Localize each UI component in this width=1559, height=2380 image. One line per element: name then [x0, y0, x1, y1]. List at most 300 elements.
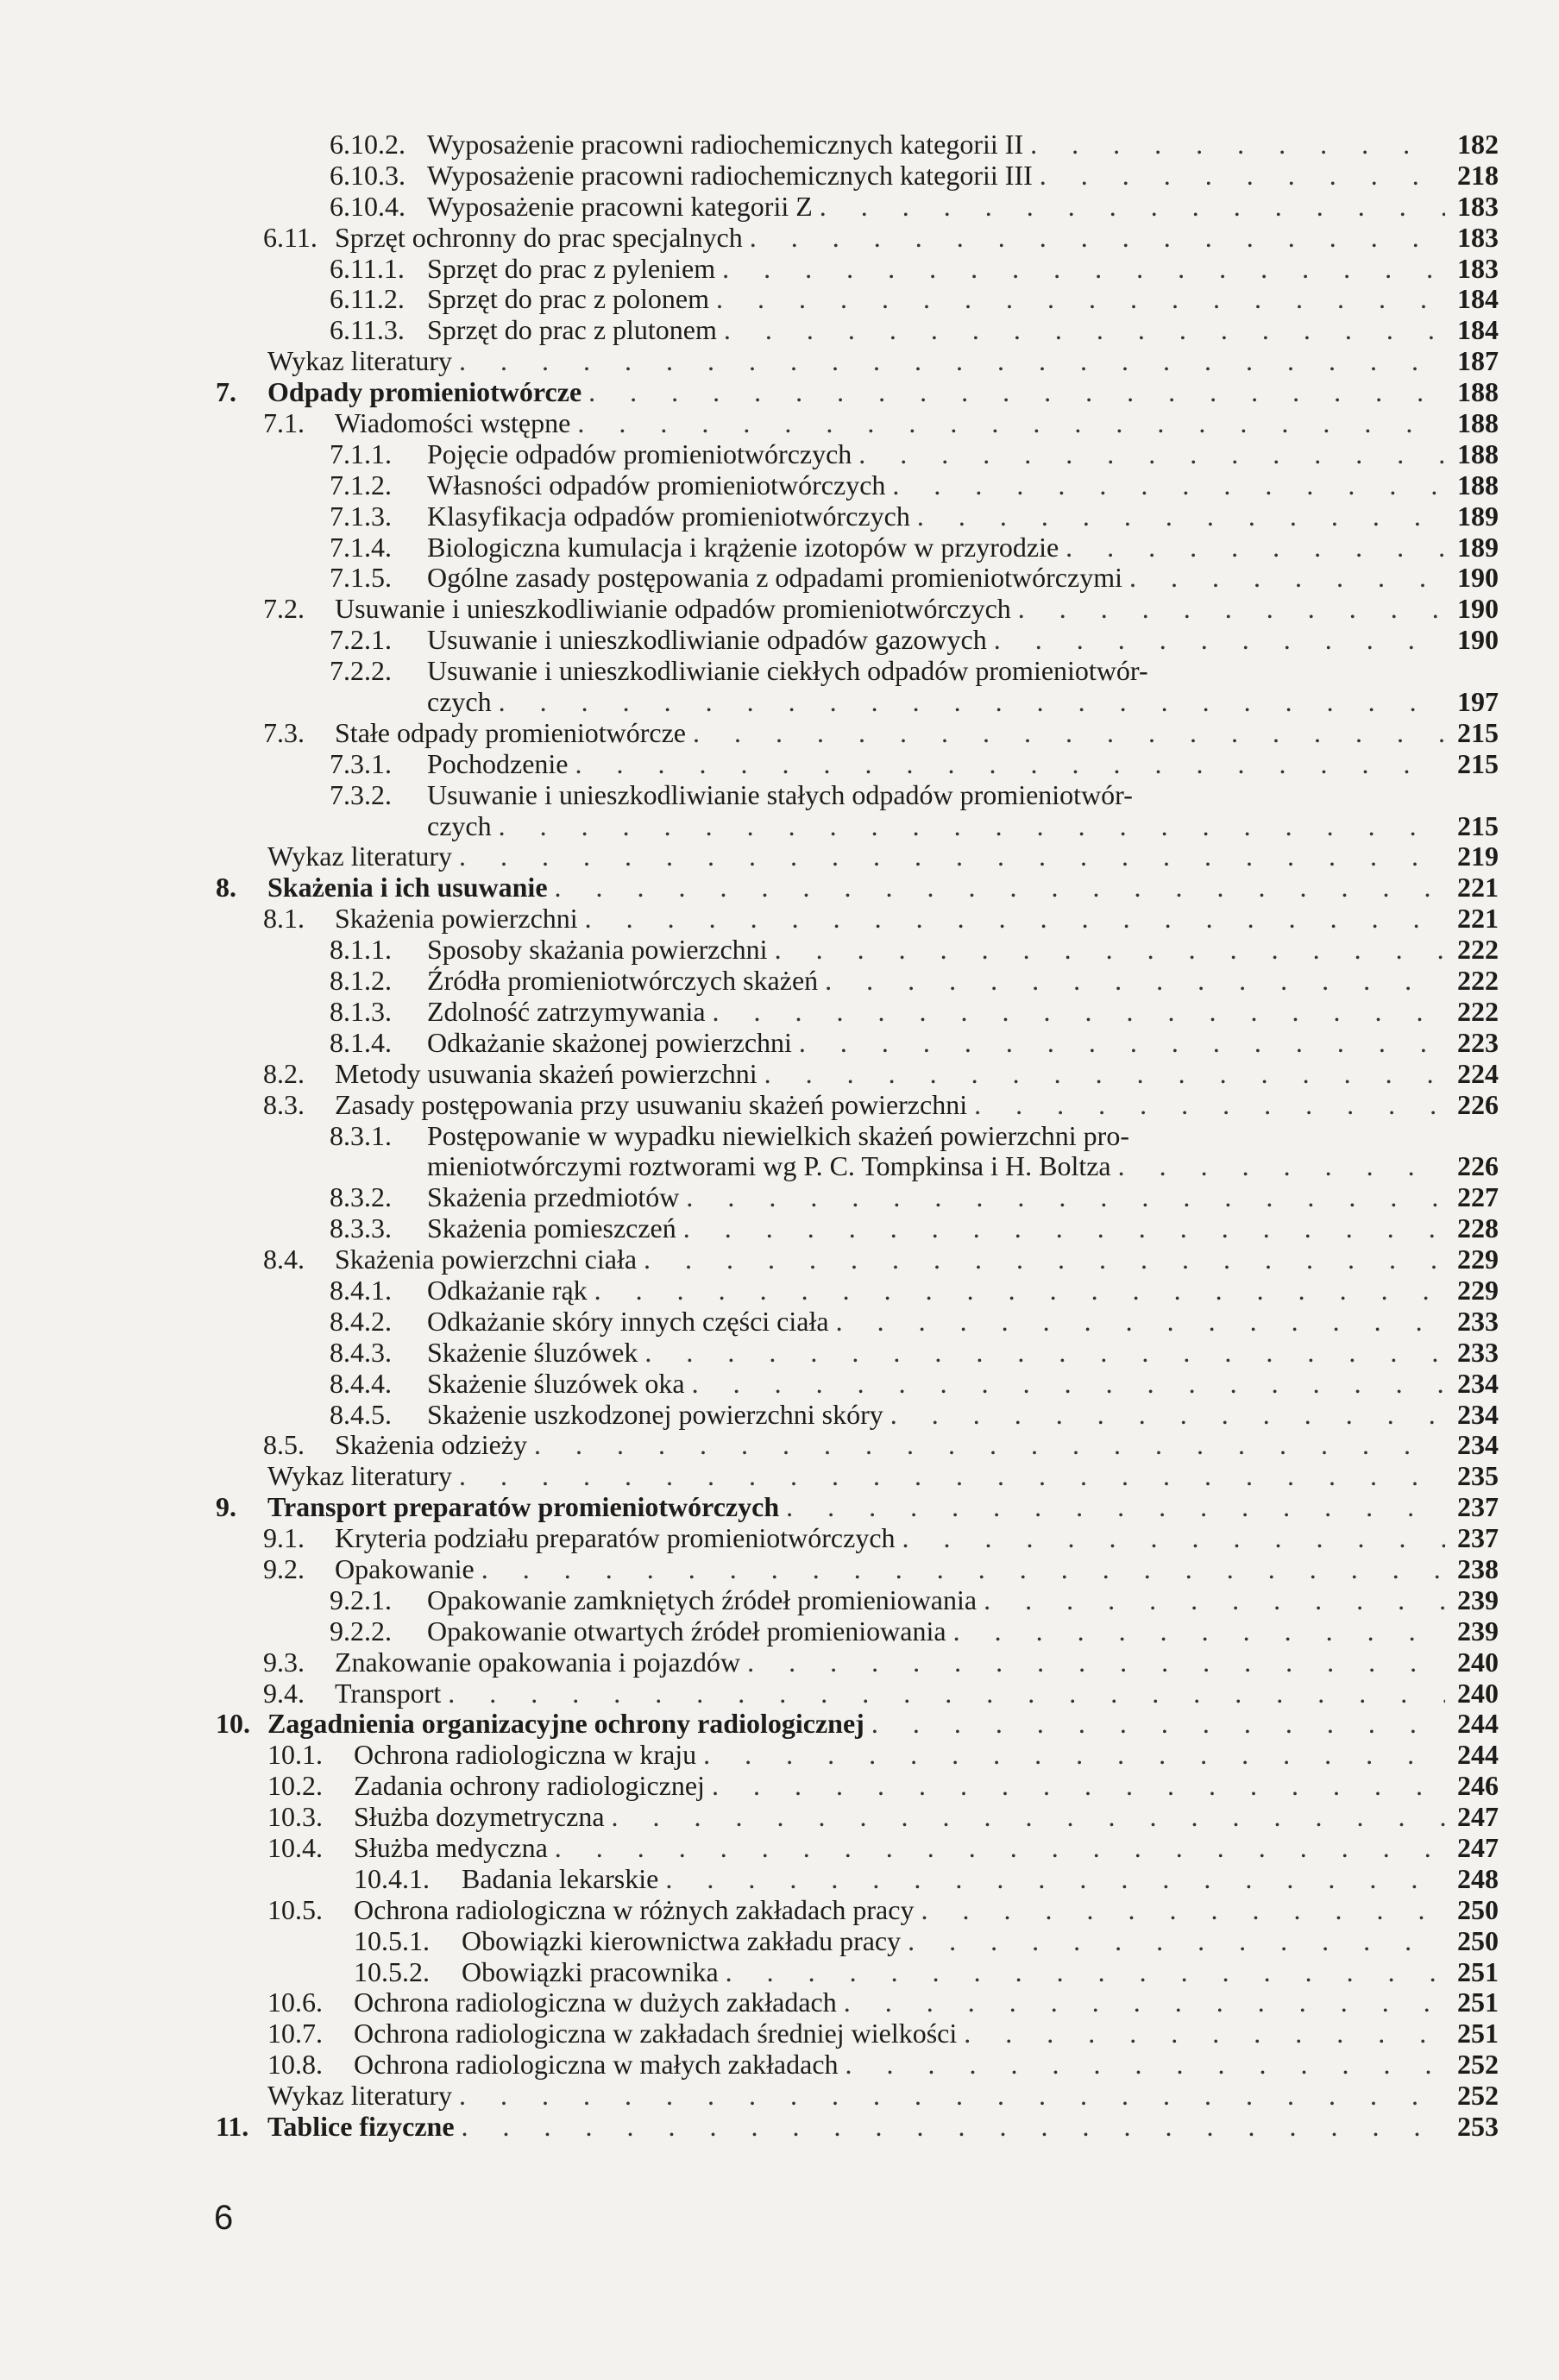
toc-entry-number: 10.1.: [267, 1739, 323, 1771]
toc-entry-title-wrap: [462, 1926, 1445, 1957]
toc-entry-page: 197: [1457, 686, 1499, 718]
toc-entry-title: Zagadnienia organizacyjne ochrony radiologicznej: [267, 1709, 864, 1740]
toc-entry: [0, 1059, 1559, 1090]
leader-dots: [534, 1430, 1445, 1461]
toc-entry-title: Skażenia powierzchni: [335, 904, 578, 935]
toc-entry-title: Kryteria podziału preparatów promieniotwórczych: [335, 1523, 896, 1554]
toc-entry-number: 9.2.: [263, 1552, 305, 1584]
toc-entry-title-wrap: [335, 1523, 1445, 1554]
leader-dots: [644, 1244, 1445, 1275]
toc-entry-page: 239: [1457, 1584, 1499, 1615]
toc-entry-title: Skażenia pomieszczeń: [427, 1213, 676, 1244]
toc-entry-title-wrap: [427, 780, 1445, 811]
toc-entry-title: Znakowanie opakowania i pojazdów: [335, 1646, 741, 1678]
toc-entry-title-wrap: [427, 1369, 1445, 1400]
toc-entry-title: Odkażanie rąk: [427, 1275, 588, 1306]
toc-entry-title-wrap: [427, 1182, 1445, 1213]
toc-entry-page: 223: [1457, 1026, 1499, 1058]
toc-entry-number: 7.1.2.: [330, 469, 392, 501]
toc-entry: [0, 2081, 1559, 2112]
toc-entry-title: Sprzęt do prac z plutonem: [427, 315, 717, 346]
toc-entry-title: Odkażanie skóry innych części ciała: [427, 1306, 829, 1337]
toc-entry-number: 6.11.2.: [330, 283, 405, 315]
toc-entry-page: 189: [1457, 531, 1499, 563]
leader-dots: [892, 470, 1445, 501]
toc-entry: [0, 997, 1559, 1028]
toc-entry-title-wrap: [354, 1987, 1445, 2018]
toc-entry-number: 8.5.: [263, 1429, 305, 1461]
toc-entry-title: Zasady postępowania przy usuwaniu skażeń powierzchni: [335, 1089, 968, 1120]
toc-entry: [0, 1430, 1559, 1461]
toc-entry-page: 218: [1457, 159, 1499, 191]
toc-entry-title-wrap: [335, 1678, 1445, 1709]
toc-entry-page: 234: [1457, 1429, 1499, 1461]
toc-entry-page: 229: [1457, 1244, 1499, 1275]
leader-dots: [764, 1059, 1445, 1090]
toc-entry: [0, 1678, 1559, 1709]
toc-entry-title: Klasyfikacja odpadów promieniotwórczych: [427, 501, 910, 532]
leader-dots: [890, 1400, 1445, 1431]
toc-entry-number: 8.4.1.: [330, 1274, 392, 1306]
toc-entry-number: 7.2.2.: [330, 655, 392, 687]
toc-entry-title: Odpady promieniotwórcze: [267, 377, 582, 408]
toc-entry-title: Ochrona radiologiczna w zakładach średniej wielkości: [354, 2018, 958, 2049]
leader-dots: [683, 1213, 1445, 1244]
toc-entry: [0, 1492, 1559, 1523]
toc-entry-title-wrap: [267, 377, 1445, 408]
toc-entry: [0, 161, 1559, 192]
leader-dots: [964, 2018, 1445, 2049]
toc-entry: [0, 780, 1559, 811]
toc-entry-title-wrap: [267, 1492, 1445, 1523]
toc-entry-title: Skażenia i ich usuwanie: [267, 872, 548, 904]
leader-dots: [575, 749, 1446, 780]
toc-entry-number: 9.4.: [263, 1677, 305, 1709]
toc-entry-title: Ochrona radiologiczna w dużych zakładach: [354, 1987, 837, 2018]
toc-entry-title-wrap: [267, 2081, 1445, 2112]
toc-entry-title-wrap: [427, 749, 1445, 780]
table-of-contents: [0, 129, 1559, 2143]
leader-dots: [974, 1090, 1445, 1121]
toc-entry-number: 8.3.: [263, 1088, 305, 1120]
leader-dots: [555, 872, 1445, 904]
toc-entry-page: 239: [1457, 1615, 1499, 1646]
leader-dots: [588, 377, 1445, 408]
toc-entry-number: 8.4.5.: [330, 1398, 392, 1430]
toc-entry-number: 10.5.2.: [354, 1955, 430, 1987]
toc-entry-title: czych: [427, 687, 492, 718]
toc-entry-number: 6.11.: [263, 221, 317, 253]
toc-entry-title-wrap: [335, 223, 1445, 254]
toc-entry-title-wrap: [354, 1833, 1445, 1864]
toc-entry-page: 183: [1457, 221, 1499, 253]
toc-entry-number: 8.3.2.: [330, 1181, 392, 1213]
leader-dots: [448, 1678, 1445, 1709]
leader-dots: [555, 1833, 1445, 1864]
toc-entry-page: 235: [1457, 1460, 1499, 1492]
toc-entry-title: Obowiązki pracownika: [462, 1956, 719, 1987]
toc-entry-title-wrap: [335, 408, 1445, 439]
toc-entry-title-wrap: [427, 997, 1445, 1028]
toc-entry-number: 7.: [216, 376, 236, 408]
leader-dots: [726, 1957, 1445, 1988]
toc-entry-title: Obowiązki kierownictwa zakładu pracy: [462, 1925, 902, 1956]
toc-entry: [0, 594, 1559, 625]
leader-dots: [692, 1369, 1445, 1400]
leader-dots: [836, 1306, 1445, 1338]
leader-dots: [921, 1895, 1445, 1926]
toc-entry-page: 215: [1457, 747, 1499, 779]
toc-entry-number: 7.1.1.: [330, 438, 392, 469]
toc-entry-title-wrap: [427, 161, 1445, 192]
toc-entry-page: 227: [1457, 1181, 1499, 1213]
toc-entry-title: Wiadomości wstępne: [335, 408, 571, 439]
toc-entry-number: 10.2.: [267, 1770, 323, 1802]
toc-entry-number: 8.1.4.: [330, 1026, 392, 1058]
toc-entry-number: 10.4.: [267, 1831, 323, 1863]
toc-entry-title-wrap: [354, 2049, 1445, 2081]
toc-entry-title-wrap: [427, 625, 1445, 656]
toc-entry-number: 8.4.2.: [330, 1305, 392, 1337]
toc-entry-title: Opakowanie zamkniętych źródeł promieniowania: [427, 1584, 978, 1615]
toc-entry-page: 184: [1457, 283, 1499, 315]
toc-entry-number: 6.11.1.: [330, 252, 405, 284]
toc-entry-title-wrap: [427, 563, 1445, 594]
toc-entry: [0, 1585, 1559, 1616]
toc-entry-title: czych: [427, 810, 492, 841]
toc-entry: [0, 1121, 1559, 1152]
leader-dots: [1030, 129, 1445, 161]
toc-entry: [0, 1306, 1559, 1338]
toc-entry: [0, 1182, 1559, 1213]
leader-dots: [686, 1182, 1445, 1213]
toc-entry-title-wrap: [267, 346, 1445, 377]
toc-entry-number: 7.1.: [263, 407, 305, 439]
toc-entry: [0, 1864, 1559, 1895]
toc-entry-page: 219: [1457, 841, 1499, 872]
toc-entry: [0, 254, 1559, 285]
toc-entry: [0, 408, 1559, 439]
toc-entry-title: Wyposażenie pracowni radiochemicznych kategorii III: [427, 160, 1033, 191]
toc-entry-title: Biologiczna kumulacja i krążenie izotopów w przyrodzie: [427, 532, 1059, 563]
toc-entry-title-wrap: [354, 2018, 1445, 2049]
toc-entry-number: 7.2.: [263, 593, 305, 625]
toc-entry-title-wrap: [427, 966, 1445, 997]
toc-entry-page: 248: [1457, 1862, 1499, 1894]
page-number: 6: [214, 2199, 234, 2237]
toc-entry: [0, 1987, 1559, 2018]
toc-entry-number: 8.1.2.: [330, 965, 392, 997]
leader-dots: [858, 439, 1445, 470]
toc-entry-title: Własności odpadów promieniotwórczych: [427, 469, 886, 501]
toc-entry-page: 226: [1457, 1150, 1499, 1182]
toc-entry-page: 182: [1457, 129, 1499, 160]
toc-entry-title-wrap: [427, 1338, 1445, 1369]
toc-entry-number: 10.3.: [267, 1801, 323, 1833]
toc-entry-page: 246: [1457, 1770, 1499, 1802]
toc-entry: [0, 1028, 1559, 1059]
leader-dots: [908, 1926, 1445, 1957]
leader-dots: [747, 1647, 1445, 1678]
toc-entry: [0, 1771, 1559, 1802]
toc-entry-title-wrap: [427, 532, 1445, 564]
toc-entry: [0, 904, 1559, 935]
toc-entry-title-wrap: [427, 470, 1445, 501]
toc-entry-title: Badania lekarskie: [462, 1863, 659, 1894]
toc-entry-title: Usuwanie i unieszkodliwianie ciekłych odpadów promieniotwór-: [427, 656, 1148, 687]
toc-entry-title: Ochrona radiologiczna w małych zakładach: [354, 2049, 839, 2081]
leader-dots: [724, 315, 1445, 346]
toc-entry-title-wrap: [335, 1430, 1445, 1461]
toc-entry-page: 226: [1457, 1088, 1499, 1120]
toc-entry-number: 8.: [216, 872, 236, 904]
toc-entry-title-wrap: [427, 129, 1445, 161]
toc-entry-page: 183: [1457, 190, 1499, 222]
toc-entry-title-wrap: [427, 656, 1445, 687]
leader-dots: [994, 625, 1445, 656]
toc-entry-number: 8.3.1.: [330, 1119, 392, 1151]
toc-entry-title: Usuwanie i unieszkodliwianie odpadów promieniotwórczych: [335, 594, 1011, 625]
toc-entry-number: 6.11.3.: [330, 314, 405, 346]
toc-entry-title: Sprzęt do prac z pyleniem: [427, 253, 716, 284]
toc-entry-title: Wykaz literatury: [267, 2081, 452, 2112]
leader-dots: [1129, 563, 1445, 594]
toc-entry: [0, 129, 1559, 161]
toc-entry-page: 188: [1457, 376, 1499, 408]
toc-entry-page: 183: [1457, 252, 1499, 284]
toc-entry-number: 7.3.1.: [330, 747, 392, 779]
toc-entry-title: Wykaz literatury: [267, 1461, 452, 1492]
toc-entry-page: 188: [1457, 438, 1499, 469]
toc-entry: [0, 749, 1559, 780]
toc-entry-number: 11.: [216, 2111, 249, 2142]
toc-entry-title: Opakowanie otwartych źródeł promieniowania: [427, 1615, 946, 1646]
toc-entry: [0, 377, 1559, 408]
toc-entry-title-wrap: [335, 594, 1445, 625]
toc-entry-page: 240: [1457, 1677, 1499, 1709]
leader-dots: [1118, 1151, 1445, 1182]
leader-dots: [722, 254, 1445, 285]
toc-entry: [0, 1957, 1559, 1988]
toc-entry-page: 188: [1457, 469, 1499, 501]
toc-entry-number: 7.3.: [263, 716, 305, 748]
toc-entry-number: 10.8.: [267, 2049, 323, 2081]
toc-entry-number: 9.3.: [263, 1646, 305, 1678]
toc-entry: [0, 1338, 1559, 1369]
toc-entry-title: mieniotwórczymi roztworami wg P. C. Tompkinsa i H. Boltza: [427, 1151, 1111, 1182]
leader-dots: [1155, 656, 1445, 687]
toc-entry-number: 9.1.: [263, 1522, 305, 1554]
leader-dots: [693, 718, 1445, 749]
toc-entry-page: 190: [1457, 562, 1499, 594]
toc-entry-number: 6.10.3.: [330, 159, 405, 191]
toc-entry: [0, 192, 1559, 223]
toc-entry-number: 10.5.1.: [354, 1924, 430, 1956]
toc-entry-title: Sprzęt do prac z polonem: [427, 284, 709, 315]
toc-entry-page: 253: [1457, 2111, 1499, 2142]
toc-entry-title-wrap: [354, 1895, 1445, 1926]
toc-entry: [0, 1400, 1559, 1431]
toc-entry-number: 7.1.5.: [330, 562, 392, 594]
toc-entry: [0, 625, 1559, 656]
toc-entry-title-wrap: [427, 687, 1445, 718]
toc-entry-number: 9.: [216, 1491, 236, 1523]
toc-entry-title-wrap: [427, 1585, 1445, 1616]
toc-entry-page: 244: [1457, 1739, 1499, 1771]
toc-entry-title: Sprzęt ochronny do prac specjalnych: [335, 222, 743, 253]
toc-entry-title: Zdolność zatrzymywania: [427, 996, 706, 1027]
toc-entry-title: Wykaz literatury: [267, 841, 452, 872]
toc-entry-page: 252: [1457, 2080, 1499, 2112]
toc-entry: [0, 1523, 1559, 1554]
leader-dots: [902, 1523, 1445, 1554]
toc-entry: [0, 718, 1559, 749]
toc-entry: [0, 1554, 1559, 1585]
toc-entry-title-wrap: [335, 904, 1445, 935]
leader-dots: [1140, 780, 1445, 811]
toc-entry-title: Skażenia przedmiotów: [427, 1182, 680, 1213]
toc-entry-page: 247: [1457, 1831, 1499, 1863]
toc-entry: [0, 1709, 1559, 1740]
toc-entry-page: 215: [1457, 716, 1499, 748]
toc-entry-page: 222: [1457, 995, 1499, 1027]
toc-entry-title: Odkażanie skażonej powierzchni: [427, 1027, 792, 1058]
leader-dots: [917, 501, 1445, 532]
toc-entry-number: 9.2.1.: [330, 1584, 392, 1615]
toc-entry-number: 8.1.3.: [330, 995, 392, 1027]
toc-entry-title: Skażenie uszkodzonej powierzchni skóry: [427, 1399, 883, 1430]
toc-entry: [0, 1275, 1559, 1306]
toc-entry: [0, 2018, 1559, 2049]
leader-dots: [703, 1740, 1445, 1771]
toc-entry: [0, 1090, 1559, 1121]
toc-entry-number: 7.1.3.: [330, 500, 392, 532]
leader-dots: [1018, 594, 1445, 625]
toc-entry-page: 233: [1457, 1336, 1499, 1368]
leader-dots: [612, 1802, 1445, 1833]
toc-entry-title: Służba dozymetryczna: [354, 1802, 605, 1833]
toc-entry-number: 8.2.: [263, 1057, 305, 1089]
toc-entry: [0, 532, 1559, 564]
leader-dots: [1066, 532, 1445, 564]
toc-entry-number: 10.4.1.: [354, 1862, 430, 1894]
toc-entry-number: 10.6.: [267, 1986, 323, 2018]
toc-entry-number: 8.4.4.: [330, 1367, 392, 1399]
toc-entry-title-wrap: [427, 811, 1445, 842]
toc-entry: [0, 1616, 1559, 1647]
leader-dots: [462, 2112, 1445, 2143]
toc-entry-title: Ogólne zasady postępowania z odpadami promieniotwórczymi: [427, 563, 1122, 594]
toc-entry-number: 6.10.4.: [330, 190, 405, 222]
leader-dots: [1040, 161, 1445, 192]
toc-entry-title-wrap: [462, 1957, 1445, 1988]
toc-entry: [0, 1244, 1559, 1275]
toc-entry: [0, 1369, 1559, 1400]
toc-entry: [0, 687, 1559, 718]
toc-entry-title-wrap: [335, 718, 1445, 749]
toc-entry-number: 8.4.3.: [330, 1336, 392, 1368]
toc-entry: [0, 966, 1559, 997]
toc-entry-number: 8.4.: [263, 1244, 305, 1275]
toc-entry-page: 188: [1457, 407, 1499, 439]
toc-entry-title-wrap: [427, 315, 1445, 346]
toc-entry-page: 250: [1457, 1893, 1499, 1925]
toc-entry-title: Pochodzenie: [427, 748, 569, 779]
toc-entry-page: 189: [1457, 500, 1499, 532]
toc-entry: [0, 1833, 1559, 1864]
leader-dots: [820, 192, 1445, 223]
toc-entry-title: Wyposażenie pracowni kategorii Z: [427, 191, 813, 222]
toc-entry-title-wrap: [267, 1461, 1445, 1492]
toc-entry-title: Skażenie śluzówek oka: [427, 1368, 685, 1399]
toc-entry-title-wrap: [335, 1090, 1445, 1121]
toc-entry-title: Usuwanie i unieszkodliwianie odpadów gazowych: [427, 625, 987, 656]
toc-entry-page: 251: [1457, 1955, 1499, 1987]
toc-entry-title-wrap: [267, 841, 1445, 872]
toc-entry-title: Skażenie śluzówek: [427, 1337, 638, 1368]
toc-entry-title: Postępowanie w wypadku niewielkich skażeń powierzchni pro-: [427, 1120, 1129, 1151]
toc-entry-page: 250: [1457, 1924, 1499, 1956]
toc-entry-page: 190: [1457, 624, 1499, 656]
toc-entry-title-wrap: [427, 254, 1445, 285]
toc-entry-title-wrap: [427, 192, 1445, 223]
toc-entry-page: 251: [1457, 1986, 1499, 2018]
toc-entry-page: 237: [1457, 1491, 1499, 1523]
toc-entry-page: 221: [1457, 903, 1499, 935]
toc-entry: [0, 935, 1559, 966]
toc-entry-title-wrap: [354, 1740, 1445, 1771]
toc-entry: [0, 872, 1559, 904]
leader-dots: [459, 1461, 1445, 1492]
leader-dots: [953, 1616, 1445, 1647]
toc-entry: [0, 2049, 1559, 2081]
toc-entry-title-wrap: [354, 1802, 1445, 1833]
toc-entry: [0, 439, 1559, 470]
toc-entry-page: 184: [1457, 314, 1499, 346]
leader-dots: [594, 1275, 1445, 1306]
leader-dots: [459, 346, 1445, 377]
leader-dots: [499, 811, 1445, 842]
toc-entry: [0, 841, 1559, 872]
toc-entry-title-wrap: [427, 1306, 1445, 1338]
toc-entry-page: 251: [1457, 2018, 1499, 2049]
leader-dots: [1136, 1121, 1445, 1152]
toc-entry-page: 240: [1457, 1646, 1499, 1678]
leader-dots: [481, 1554, 1445, 1585]
toc-entry-title: Usuwanie i unieszkodliwianie stałych odpadów promieniotwór-: [427, 779, 1133, 810]
toc-entry-title-wrap: [354, 1771, 1445, 1802]
toc-entry-page: 247: [1457, 1801, 1499, 1833]
toc-entry-title-wrap: [427, 1400, 1445, 1431]
toc-entry-page: 215: [1457, 809, 1499, 841]
toc-entry-number: 7.3.2.: [330, 778, 392, 810]
toc-entry-title-wrap: [462, 1864, 1445, 1895]
toc-entry-number: 8.3.3.: [330, 1212, 392, 1244]
toc-entry: [0, 1213, 1559, 1244]
toc-entry: [0, 470, 1559, 501]
leader-dots: [844, 1987, 1445, 2018]
toc-entry-title: Skażenia powierzchni ciała: [335, 1244, 638, 1275]
toc-entry-page: 238: [1457, 1552, 1499, 1584]
toc-entry: [0, 1740, 1559, 1771]
toc-entry-number: 7.1.4.: [330, 531, 392, 563]
toc-entry-title-wrap: [335, 1244, 1445, 1275]
toc-entry-page: 224: [1457, 1057, 1499, 1089]
toc-entry: [0, 501, 1559, 532]
toc-entry-page: 229: [1457, 1274, 1499, 1306]
toc-entry: [0, 315, 1559, 346]
toc-entry-title: Pojęcie odpadów promieniotwórczych: [427, 438, 852, 469]
